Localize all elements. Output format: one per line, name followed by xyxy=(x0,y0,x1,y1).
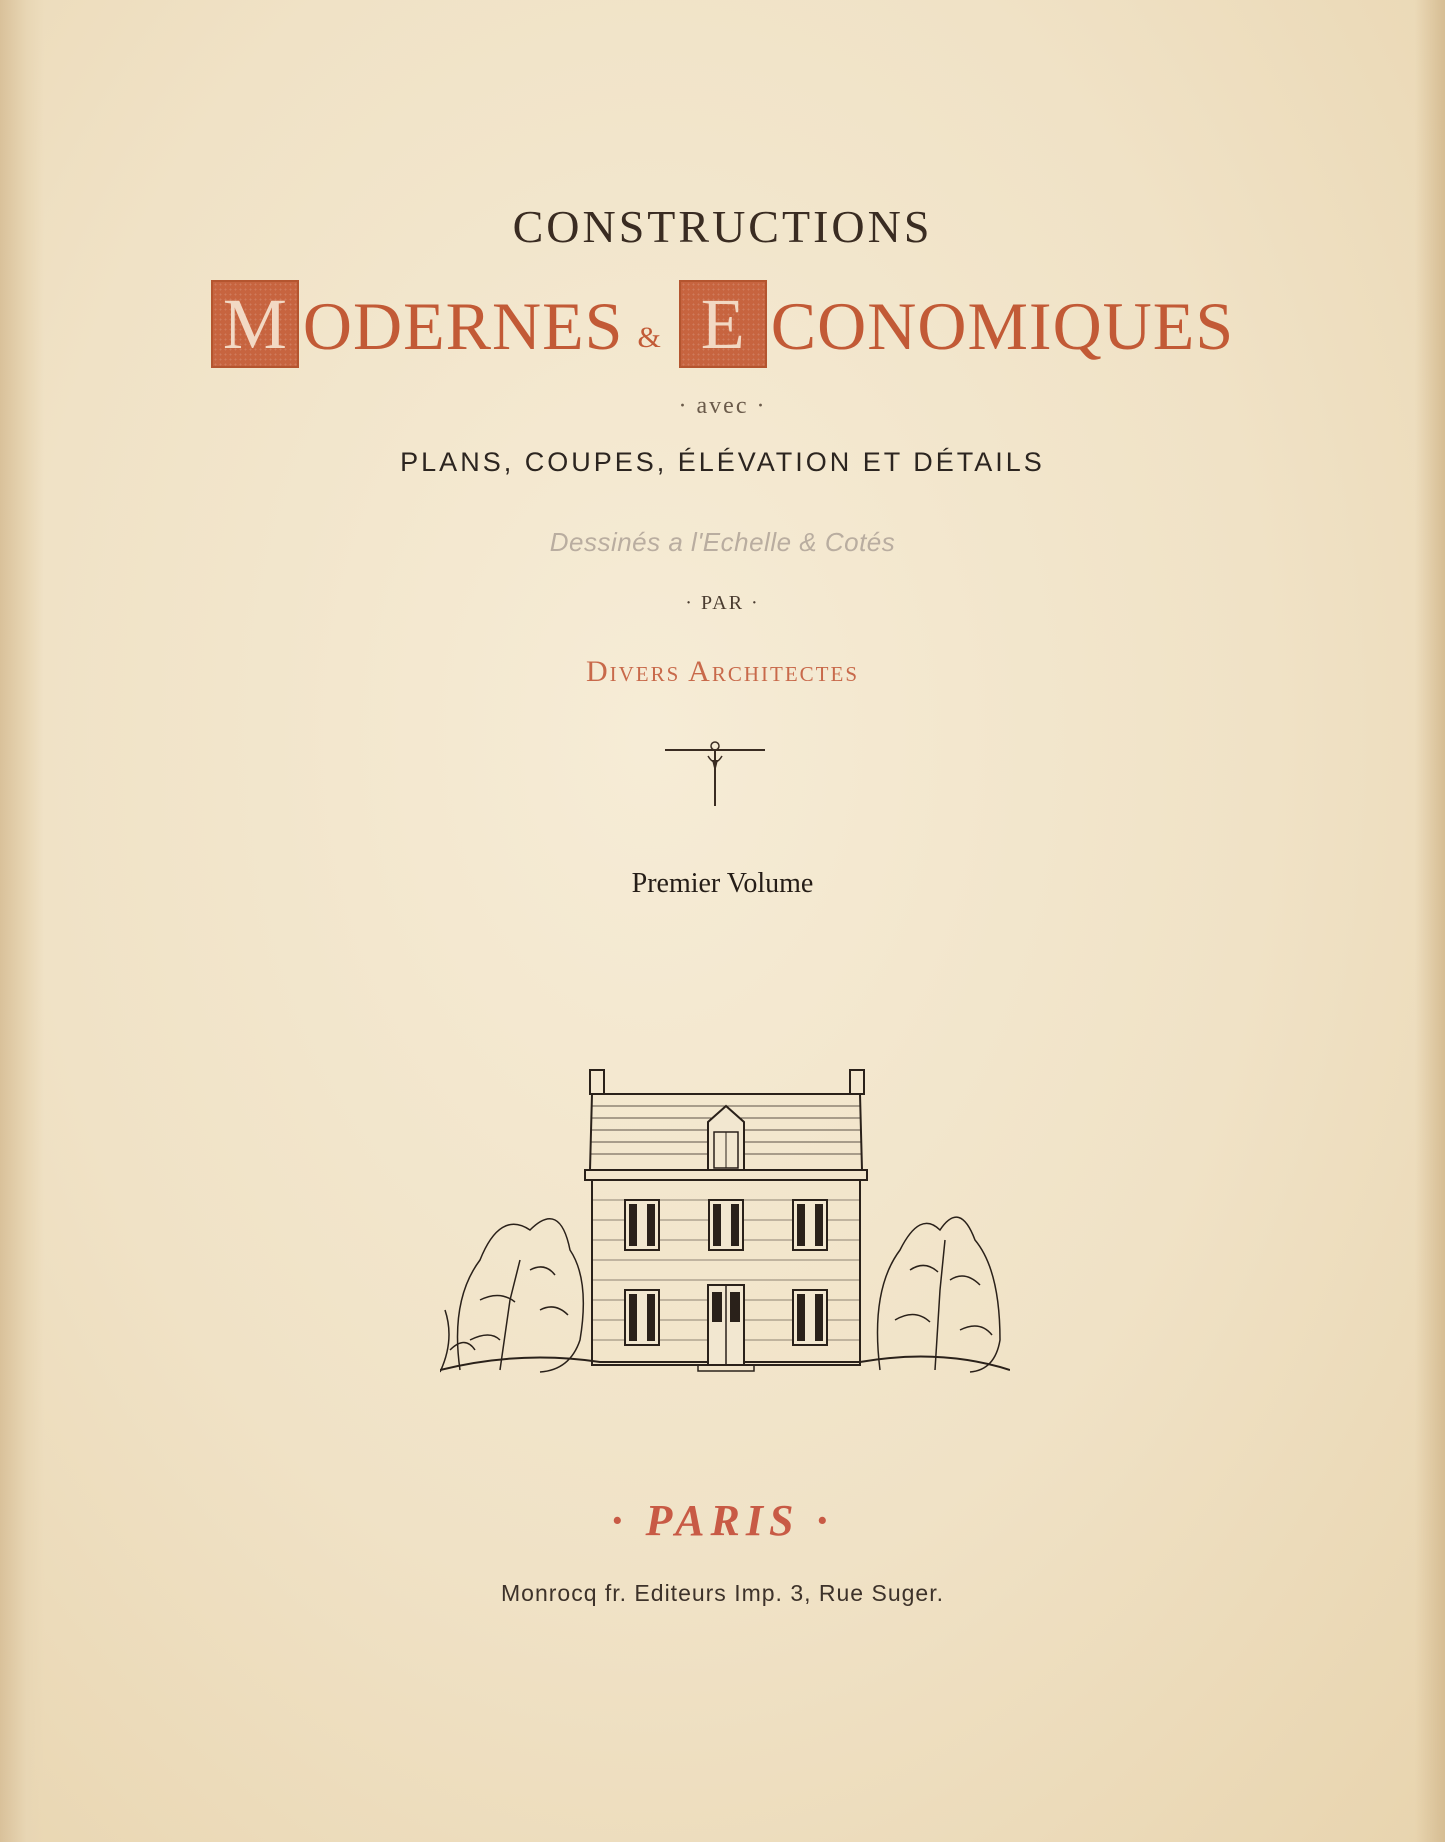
subtitle-plans: PLANS, COUPES, ÉLÉVATION ET DÉTAILS xyxy=(400,447,1045,477)
illuminated-initial-m: M xyxy=(211,280,299,368)
illuminated-initial-e: E xyxy=(679,280,767,368)
spine-shadow xyxy=(0,0,44,1842)
title-constructions: CONSTRUCTIONS xyxy=(512,201,933,252)
main-title xyxy=(0,280,1445,380)
subtitle-dessines: Dessinés a l'Echelle & Cotés xyxy=(549,527,896,557)
subtitle-avec: · avec · xyxy=(678,393,767,419)
title-ampersand: & xyxy=(637,321,661,354)
title-word-modernes: ODERNES xyxy=(302,288,624,364)
page-edge-shadow xyxy=(1415,0,1445,1842)
ornament-divider-icon xyxy=(660,738,770,808)
title-word-economiques: CONOMIQUES xyxy=(770,288,1235,364)
subtitle-par: · PAR · xyxy=(685,592,760,614)
publisher-imprint: Monrocq fr. Editeurs Imp. 3, Rue Suger. xyxy=(501,1580,944,1606)
city-imprint: · PARIS · xyxy=(611,1496,834,1545)
house-illustration-icon xyxy=(440,1040,1010,1385)
volume-label: Premier Volume xyxy=(631,868,814,899)
author-line: Divers Architectes xyxy=(585,655,860,688)
